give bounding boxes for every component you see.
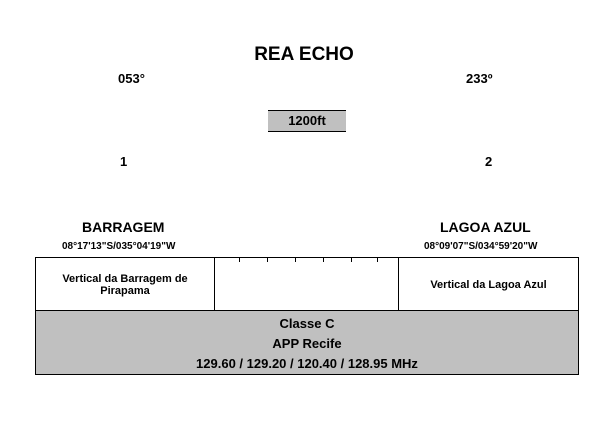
heading-right: 233º xyxy=(466,71,493,86)
tick-mark xyxy=(323,258,324,262)
segment-right: Vertical da Lagoa Azul xyxy=(430,278,547,291)
point-coords-right: 08°09'07"S/034°59'20"W xyxy=(424,241,538,252)
airspace-class: Classe C xyxy=(279,316,335,331)
tick-mark xyxy=(351,258,352,262)
tick-mark xyxy=(239,258,240,262)
point-name-left: BARRAGEM xyxy=(82,219,165,235)
airspace-frequencies: 129.60 / 129.20 / 120.40 / 128.95 MHz xyxy=(196,356,418,371)
airspace-unit: APP Recife xyxy=(272,336,342,351)
tick-mark xyxy=(295,258,296,262)
airspace-info-box xyxy=(35,310,579,375)
point-name-right: LAGOA AZUL xyxy=(440,219,531,235)
segment-middle xyxy=(215,258,399,311)
altitude-box: 1200ft xyxy=(268,110,346,132)
tick-mark xyxy=(377,258,378,262)
point-coords-left: 08°17'13"S/035°04'19"W xyxy=(62,241,176,252)
point-number-right: 2 xyxy=(485,154,493,169)
point-number-left: 1 xyxy=(120,154,128,169)
heading-left: 053° xyxy=(118,71,145,86)
route-segment-row xyxy=(35,257,579,311)
segment-left: Vertical da Barragem de Pirapama xyxy=(36,258,215,311)
tick-mark xyxy=(267,258,268,262)
route-title: REA ECHO xyxy=(254,44,354,65)
